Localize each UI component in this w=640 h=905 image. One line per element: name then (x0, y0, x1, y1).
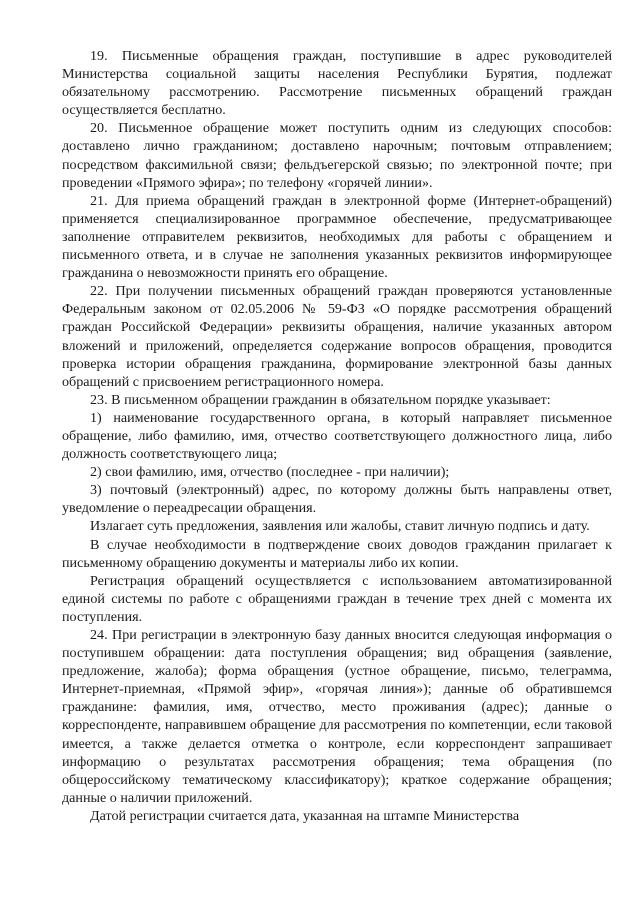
paragraph-23: 23. В письменном обращении гражданин в обязательном порядке указывает: (90, 391, 551, 408)
paragraph-essence: Излагает суть предложения, заявления или жалобы, ставит личную подпись и дату. (90, 518, 590, 535)
paragraph-registration-date: Датой регистрации считается дата, указанная на штампе Министерства (90, 807, 520, 824)
paragraph-22: 22. При получении письменных обращений граждан проверяются установленные Федеральным законом от 02.05.2006 № 59-ФЗ «О порядке рассмотрения обращений граждан Российской Федерации» реквизиты обращения, наличие указанных автором вложений и приложений, определяется содержание вопросов обращения, проводится проверка истории обращения гражданина, формирование электронной базы данных обращений с присвоением регистрационного номера. (62, 283, 612, 390)
paragraph-registration: Регистрация обращений осуществляется с использованием автоматизированной единой системы по работе с обращениями граждан в течение трех дней с момента их поступления. (62, 572, 612, 625)
paragraph-20: 20. Письменное обращение может поступить одним из следующих способов: доставлено лично гражданином; доставлено нарочным; почтовым отправлением; посредством факсимильной связи; фельдъегерской связью; по электронной почте; при проведении «Прямого эфира»; по телефону «горячей линии». (62, 120, 612, 191)
paragraph-19: 19. Письменные обращения граждан, поступившие в адрес руководителей Министерства социальной защиты населения Республики Бурятия, подлежат обязательному рассмотрению. Рассмотрение письменных обращений граждан осуществляется бесплатно. (62, 48, 612, 119)
paragraph-21: 21. Для приема обращений граждан в электронной форме (Интернет-обращений) применяется специализированное программное обеспечение, предусматривающее заполнение отправителем реквизитов, необходимых для работы с обращением и письменного ответа, и в случае не заполнения указанных реквизитов информирующее гражданина о невозможности принять его обращение. (62, 192, 612, 282)
list-item-3: 3) почтовый (электронный) адрес, по которому должны быть направлены ответ, уведомление о переадресации обращения. (62, 482, 612, 517)
list-item-2: 2) свои фамилию, имя, отчество (последнее - при наличии); (90, 464, 450, 481)
paragraph-attachments: В случае необходимости в подтверждение своих доводов гражданин прилагает к письменному обращению документы и материалы либо их копии. (62, 536, 612, 571)
paragraph-24: 24. При регистрации в электронную базу данных вносится следующая информация о поступившем обращении: дата поступления обращения; вид обращения (заявление, предложение, жалоба); форма обращения (устное обращение, письмо, телеграмма, Интернет-приемная, «Прямой эфир», «горячая линия»); данные об обратившемся гражданине: фамилия, имя, отчество, место проживания (адрес); данные о корреспонденте, направившем обращение для рассмотрения по компетенции, если таковой имеется, а также делается отметка о контроле, если корреспондент запрашивает информацию о результатах рассмотрения обращения; тема обращения (по общероссийскому тематическому классификатору); краткое содержание обращения; данные о наличии приложений. (62, 627, 612, 806)
list-item-1: 1) наименование государственного органа, в который направляет письменное обращение, либо фамилию, имя, отчество соответствующего должностного лица, либо должность соответствующего лица; (62, 409, 612, 463)
